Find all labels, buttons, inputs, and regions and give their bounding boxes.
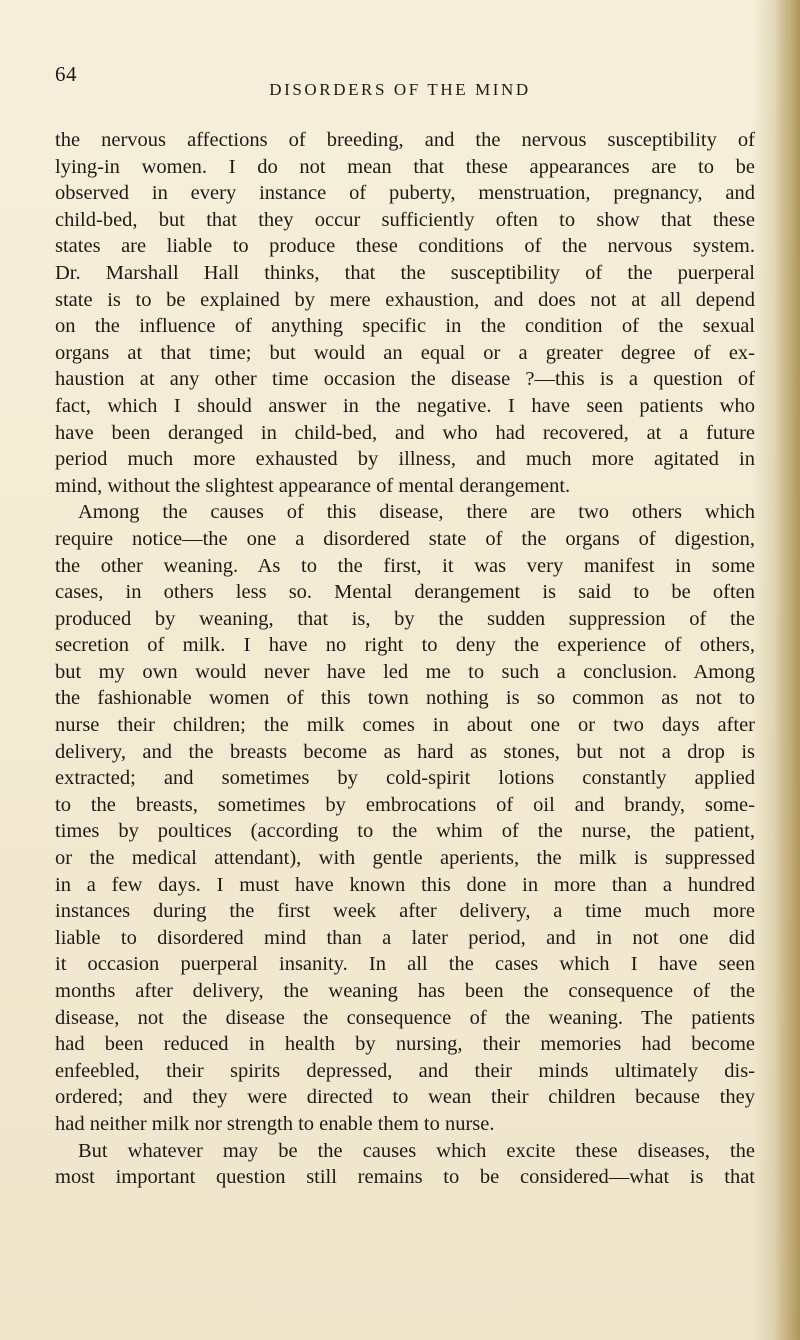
body-text (55, 127, 755, 1191)
text-line: produced by weaning, that is, by the sudden suppression of the (55, 607, 755, 630)
text-line: Among the causes of this disease, there are two others which (78, 501, 755, 524)
text-line: lying-in women. I do not mean that these appearances are to be (55, 155, 755, 178)
text-line: to the breasts, sometimes by embrocations of oil and brandy, some- (55, 793, 755, 816)
text-line: most important question still remains to be considered—what is that (55, 1166, 755, 1189)
text-line: the other weaning. As to the first, it was very manifest in some (55, 554, 755, 577)
text-line: extracted; and sometimes by cold-spirit lotions constantly applied (55, 767, 755, 790)
text-line: enfeebled, their spirits depressed, and their minds ultimately dis- (55, 1059, 755, 1082)
text-line: haustion at any other time occasion the disease ?—this is a question of (55, 368, 755, 391)
text-line: instances during the first week after delivery, a time much more (55, 900, 755, 923)
text-line: period much more exhausted by illness, and much more agitated in (55, 448, 755, 471)
text-line: the fashionable women of this town nothing is so common as not to (55, 687, 755, 710)
text-line: child-bed, but that they occur sufficiently often to show that these (55, 208, 755, 231)
text-line: fact, which I should answer in the negative. I have seen patients who (55, 394, 755, 417)
page-number: 64 (55, 62, 77, 86)
text-line: Dr. Marshall Hall thinks, that the susceptibility of the puerperal (55, 261, 755, 284)
text-line: secretion of milk. I have no right to deny the experience of others, (55, 634, 755, 657)
text-line: observed in every instance of puberty, menstruation, pregnancy, and (55, 182, 755, 205)
text-line: require notice—the one a disordered state of the organs of digestion, (55, 527, 755, 550)
text-line: months after delivery, the weaning has been the consequence of the (55, 980, 755, 1002)
text-line: state is to be explained by mere exhaustion, and does not at all depend (55, 288, 755, 311)
text-line: had neither milk nor strength to enable them to nurse. (55, 1112, 495, 1135)
text-line: disease, not the disease the consequence of the weaning. The patients (55, 1006, 755, 1029)
text-line: organs at that time; but would an equal or a greater degree of ex- (55, 341, 755, 364)
text-line: cases, in others less so. Mental derangement is said to be often (55, 581, 755, 604)
text-line: mind, without the slightest appearance of mental derangement. (55, 474, 571, 497)
text-line: on the influence of anything specific in the condition of the sexual (55, 315, 755, 338)
text-line: nurse their children; the milk comes in about one or two days after (55, 714, 755, 737)
text-line: but my own would never have led me to such a conclusion. Among (55, 660, 755, 683)
text-line: or the medical attendant), with gentle aperients, the milk is suppressed (55, 847, 755, 870)
text-line: the nervous affections of breeding, and the nervous susceptibility of (55, 129, 755, 151)
text-line: it occasion puerperal insanity. In all the cases which I have seen (55, 953, 755, 976)
text-line: ordered; and they were directed to wean their children because they (55, 1086, 755, 1109)
text-line: had been reduced in health by nursing, their memories had become (55, 1033, 755, 1056)
page-edge-shadow (774, 0, 800, 1340)
text-line: in a few days. I must have known this done in more than a hundred (55, 873, 755, 896)
running-head: DISORDERS OF THE MIND (269, 80, 531, 99)
text-line: have been deranged in child-bed, and who had recovered, at a future (55, 421, 755, 444)
text-line: times by poultices (according to the whim of the nurse, the patient, (55, 820, 755, 843)
text-line: liable to disordered mind than a later period, and in not one did (55, 926, 755, 949)
text-line: But whatever may be the causes which excite these diseases, the (78, 1139, 755, 1162)
text-line: delivery, and the breasts become as hard as stones, but not a drop is (55, 740, 755, 763)
text-line: states are liable to produce these conditions of the nervous system. (55, 235, 755, 258)
